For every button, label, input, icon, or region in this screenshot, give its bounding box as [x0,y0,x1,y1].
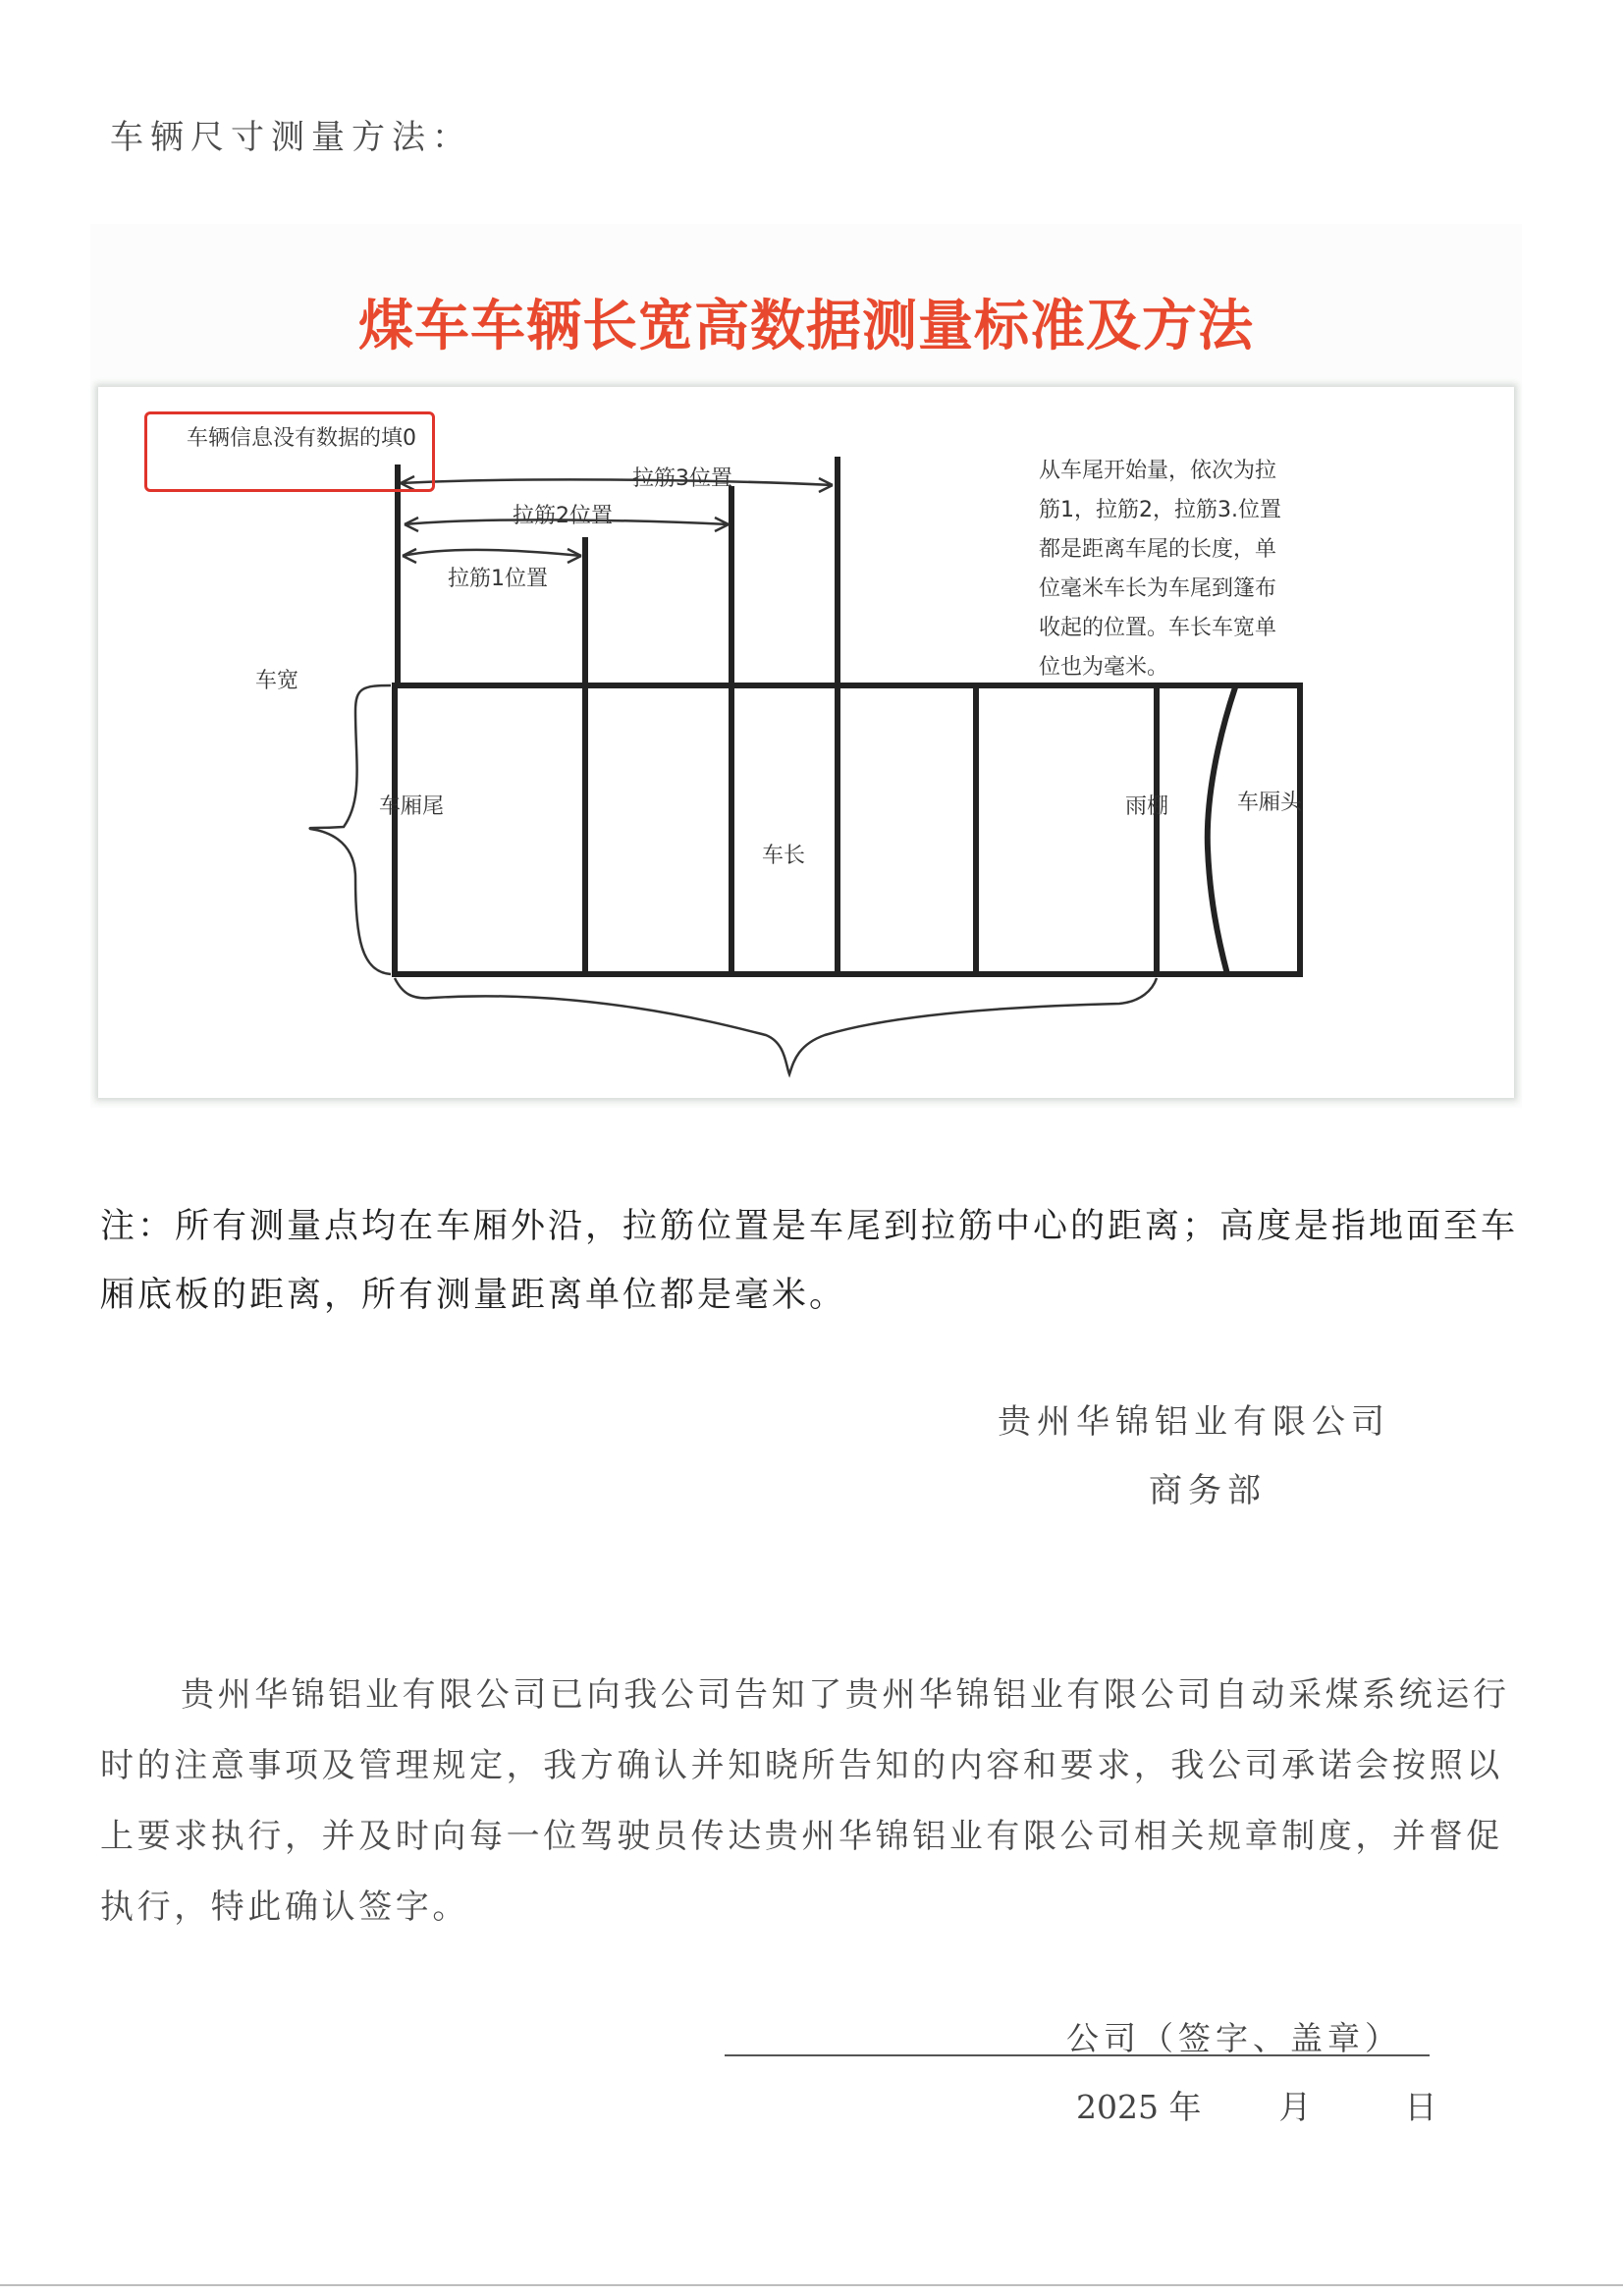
rib3-label: 拉筋3位置 [632,466,732,491]
measurement-figure [90,224,1522,1108]
signature-label: 公司（签字、盖章） [1066,2019,1402,2057]
vehicle-diagram [98,387,1514,1098]
rib1-label: 拉筋1位置 [448,567,548,591]
length-label: 车长 [762,844,806,868]
width-brace [310,685,391,974]
signature-line [725,2054,1430,2056]
section-heading: 车辆尺寸测量方法： [110,118,472,157]
tail-label: 车厢尾 [379,794,445,819]
truck-body-outline [395,685,976,974]
rib3-arrow [401,479,833,485]
issuer-department: 商务部 [1149,1471,1267,1510]
acknowledgement-paragraph: 贵州华锦铝业有限公司已向我公司告知了贵州华锦铝业有限公司自动采煤系统运行时的注意事项及管理规定，我方确认并知晓所告知的内容和要求，我公司承诺会按照以上要求执行，并及时向每一位驾驶员传达贵州华锦铝业有限公司相关规章制度，并督促执行，特此确认签字。 [100,1675,1510,1927]
tarp-curve [1208,687,1235,974]
fill-zero-note: 车辆信息没有数据的填0 [144,411,435,492]
measure-order-note: 从车尾开始量，依次为拉筋1，拉筋2，拉筋3.位置都是距离车尾的长度，单位毫米车长为车尾到篷布收起的位置。车长车宽单位也为毫米。 [1039,459,1281,680]
bottom-rule [0,2284,1623,2286]
length-brace [395,978,1157,1074]
vehicle-diagram-svg [98,387,1514,1098]
date-day: 日 [1404,2088,1437,2126]
head-label: 车厢头 [1237,791,1303,815]
rib2-label: 拉筋2位置 [513,504,613,528]
date-month: 月 [1278,2088,1312,2126]
width-label: 车宽 [255,669,299,693]
rib1-arrow [403,550,581,556]
date-year: 2025 年 [1076,2088,1202,2126]
measurement-note: 注：所有测量点均在车厢外沿，拉筋位置是车尾到拉筋中心的距离；高度是指地面至车厢底板的距离，所有测量距离单位都是毫米。 [100,1207,1519,1315]
signature-date [1076,2082,1436,2128]
issuer-company: 贵州华锦铝业有限公司 [998,1402,1390,1442]
canopy-label: 雨棚 [1125,794,1169,819]
figure-title: 煤车车辆长宽高数据测量标准及方法 [358,295,1254,358]
